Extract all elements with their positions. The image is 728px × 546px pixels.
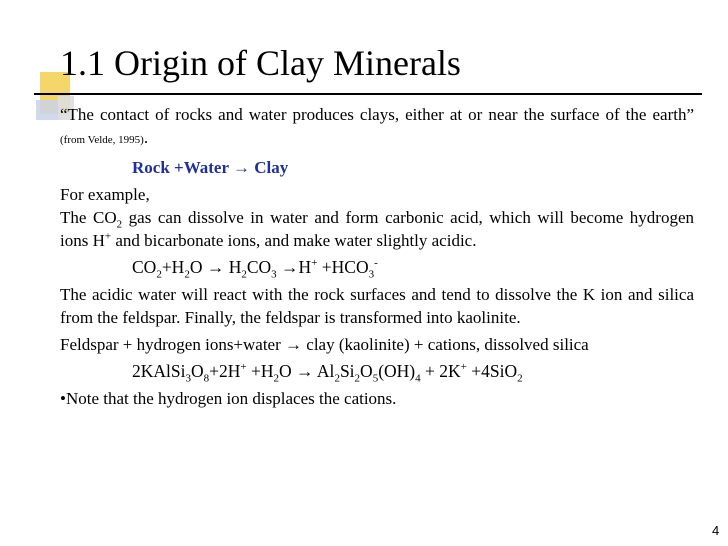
eq2-part-g: O bbox=[360, 361, 373, 381]
eq2-part-i: + 2K bbox=[420, 361, 461, 381]
eq2-part-h: (OH) bbox=[378, 361, 416, 381]
eq1-sub-f: 3 bbox=[368, 268, 375, 281]
eq2-sub-d: 2 bbox=[273, 372, 279, 385]
reaction-rhs: Clay bbox=[254, 158, 289, 177]
reaction-lhs: Rock +Water bbox=[132, 158, 229, 177]
eq1-part-e: →H bbox=[276, 257, 312, 277]
quote-paragraph bbox=[60, 103, 694, 152]
eq2-part-c: +2H bbox=[209, 361, 241, 381]
eq1-sub-a: 2 bbox=[156, 268, 162, 281]
quote-text: “The contact of rocks and water produces clays, either at or near the surface of the earth” bbox=[60, 105, 694, 124]
eq2-sup-c: + bbox=[240, 361, 247, 374]
eq1-sub-b: 2 bbox=[184, 268, 190, 281]
eq1-part-b: +H bbox=[161, 257, 185, 277]
eq2-sub-j: 2 bbox=[517, 372, 523, 385]
eq2-part-f: Si bbox=[339, 361, 355, 381]
eq2-sub-e: 2 bbox=[334, 372, 340, 385]
acid-paragraph: The acidic water will react with the rock surfaces and tend to dissolve the K ion and silica from the feldspar. Finally, the feldspar is transformed into kaolinite. bbox=[60, 285, 694, 327]
quote-end: . bbox=[143, 128, 149, 147]
eq1-part-f: +HCO bbox=[317, 257, 369, 277]
eq1-part-a: CO bbox=[132, 257, 157, 277]
eq2-part-j: +4SiO bbox=[466, 361, 518, 381]
title-divider bbox=[34, 93, 702, 95]
slide-body bbox=[60, 103, 694, 410]
eq1-sup-f: - bbox=[374, 257, 378, 270]
example-label: For example, bbox=[60, 185, 150, 204]
eq2-sub-b: 8 bbox=[203, 372, 210, 385]
slide-title: 1.1 Origin of Clay Minerals bbox=[60, 43, 461, 83]
co2-text-2: gas can dissolve in water and form carbonic acid, which will become hydrogen ions H bbox=[60, 208, 695, 250]
eq2-part-e: O → Al bbox=[279, 361, 335, 381]
page-number: 4 bbox=[712, 523, 720, 538]
quote-citation: (from Velde, 1995) bbox=[60, 134, 144, 146]
eq2-sub-a: 3 bbox=[185, 372, 191, 385]
main-reaction bbox=[60, 156, 694, 179]
eq2-sub-h: 4 bbox=[415, 372, 421, 385]
eq2-part-b: O bbox=[190, 361, 204, 381]
eq2-sup-i: + bbox=[460, 361, 467, 374]
note-bullet: •Note that the hydrogen ion displaces the cations. bbox=[60, 389, 397, 408]
co2-sub: 2 bbox=[116, 218, 123, 231]
h-ion-sup: + bbox=[104, 230, 112, 243]
eq2-part-a: 2KAlSi bbox=[132, 361, 186, 381]
reaction-arrow: → bbox=[232, 158, 250, 177]
eq1-sub-c: 2 bbox=[241, 268, 247, 281]
eq1-part-c: O → H bbox=[189, 257, 242, 277]
eq2-sub-f: 2 bbox=[354, 372, 361, 385]
co2-text-1: The CO bbox=[60, 208, 117, 227]
eq2-part-d: +H bbox=[246, 361, 274, 381]
eq1-sup-e: + bbox=[311, 257, 318, 270]
co2-paragraph bbox=[60, 206, 694, 252]
eq1-part-d: CO bbox=[246, 257, 272, 277]
eq2-sub-g: 5 bbox=[372, 372, 379, 385]
feldspar-equation: Feldspar + hydrogen ions+water → clay (kaolinite) + cations, dissolved silica bbox=[60, 335, 589, 354]
carbonic-acid-equation bbox=[60, 256, 694, 279]
eq1-sub-d: 3 bbox=[271, 268, 277, 281]
co2-text-3: and bicarbonate ions, and make water slightly acidic. bbox=[111, 231, 477, 250]
kaolinite-equation bbox=[60, 360, 694, 383]
